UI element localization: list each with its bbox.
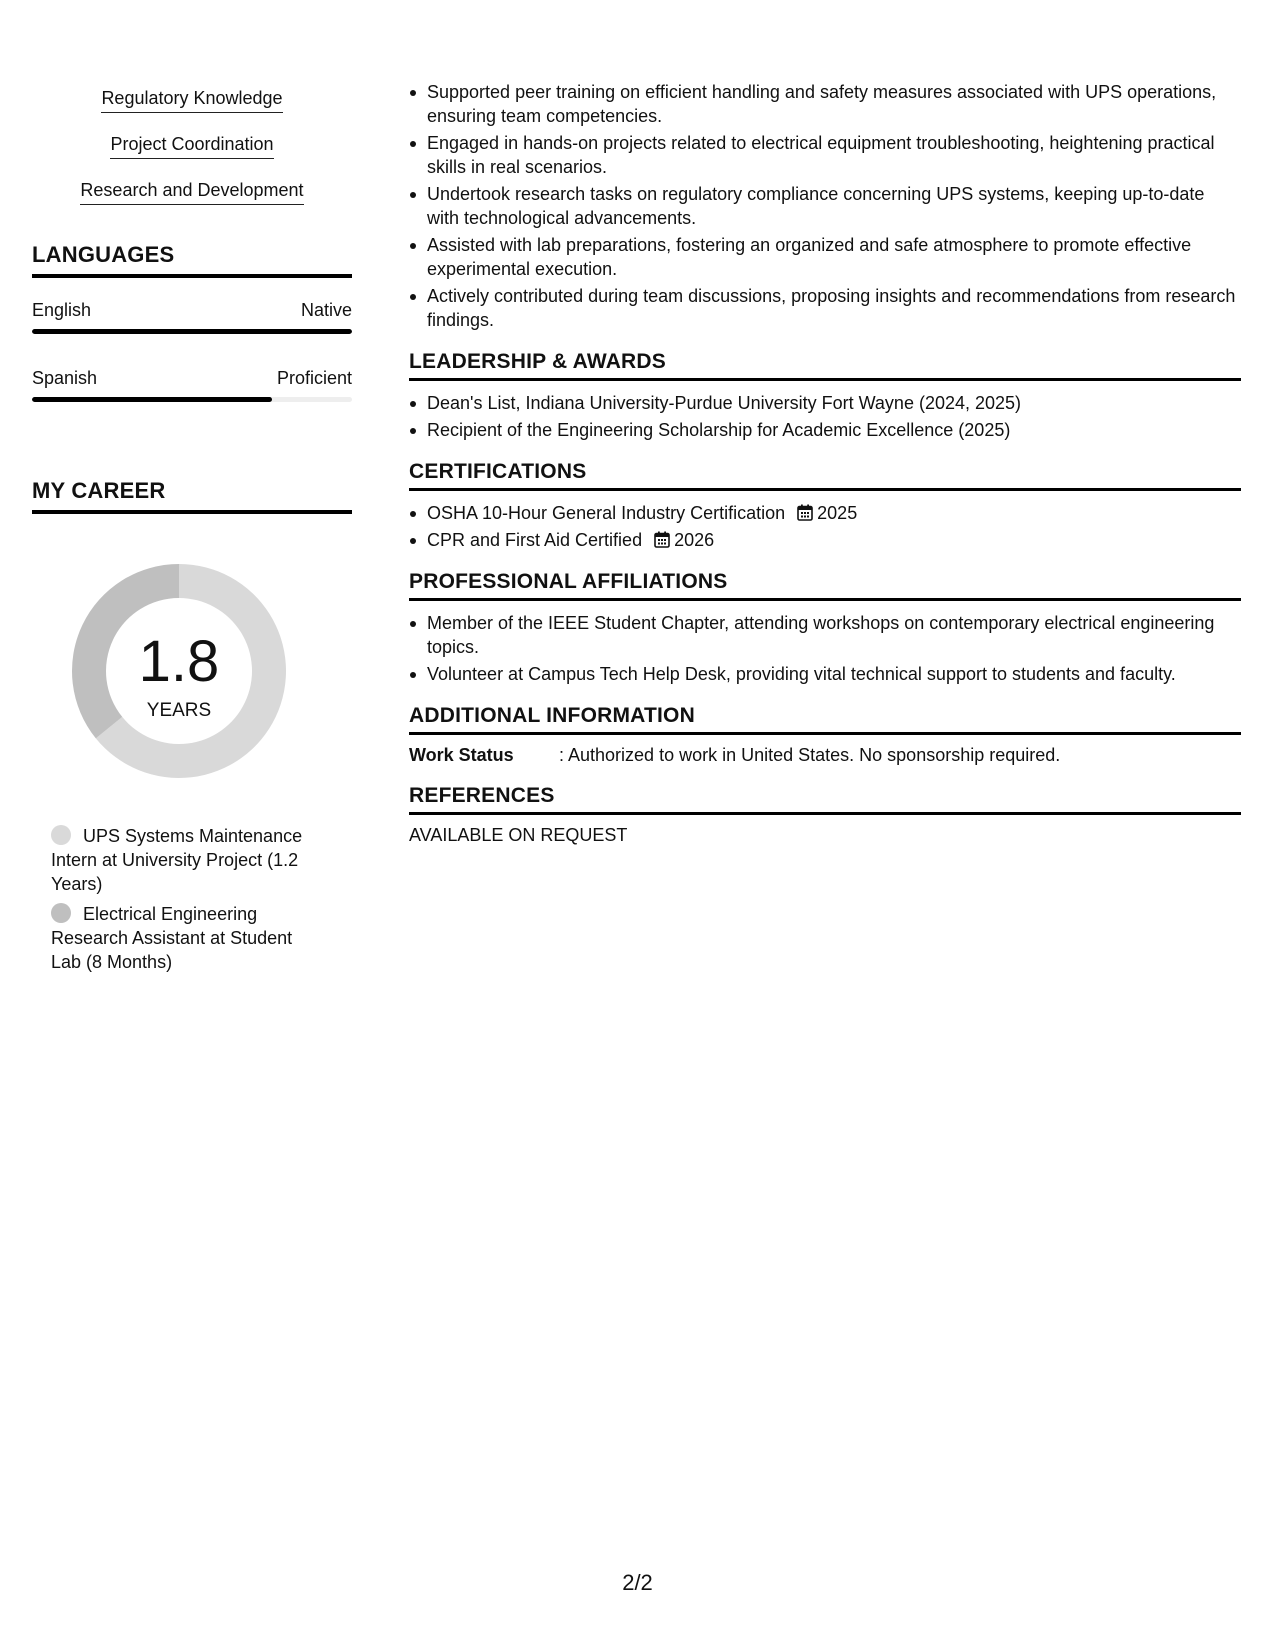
references-section bbox=[409, 784, 1241, 846]
calendar-icon bbox=[797, 504, 813, 521]
language-proficiency-fill bbox=[32, 329, 352, 334]
career-legend-item bbox=[51, 824, 321, 896]
skill-item: Project Coordination bbox=[110, 134, 273, 159]
language-item bbox=[32, 368, 352, 402]
career-heading: MY CAREER bbox=[32, 478, 352, 514]
certification-item bbox=[409, 501, 1241, 525]
language-level: Native bbox=[300, 300, 352, 320]
certification-name: CPR and First Aid Certified bbox=[427, 530, 643, 550]
leadership-heading: LEADERSHIP & AWARDS bbox=[409, 350, 1241, 381]
experience-bullet: Supported peer training on efficient handling and safety measures associated with UPS operations, ensuring team competencies. bbox=[409, 80, 1241, 128]
certification-item bbox=[409, 528, 1241, 552]
career-total-unit: YEARS bbox=[146, 700, 212, 721]
left-column bbox=[32, 80, 352, 980]
experience-bullets bbox=[409, 80, 1241, 332]
career-legend-item bbox=[51, 902, 321, 974]
affiliation-item: Member of the IEEE Student Chapter, attending workshops on contemporary electrical engineering topics. bbox=[409, 611, 1241, 659]
certification-year: 2026 bbox=[674, 530, 715, 550]
legend-dot-icon bbox=[51, 903, 71, 923]
leadership-item: Dean's List, Indiana University-Purdue University Fort Wayne (2024, 2025) bbox=[409, 391, 1241, 415]
languages-heading: LANGUAGES bbox=[32, 242, 352, 278]
career-total-value: 1.8 bbox=[138, 629, 220, 694]
language-name: Spanish bbox=[32, 368, 98, 388]
work-status-value: : Authorized to work in United States. No sponsorship required. bbox=[559, 745, 1061, 765]
language-proficiency-bar bbox=[32, 397, 352, 402]
legend-dot-icon bbox=[51, 825, 71, 845]
work-status-row bbox=[409, 745, 1241, 766]
leadership-section bbox=[409, 350, 1241, 442]
leadership-item: Recipient of the Engineering Scholarship for Academic Excellence (2025) bbox=[409, 418, 1241, 442]
work-status-label: Work Status bbox=[409, 745, 514, 765]
certification-year: 2025 bbox=[817, 503, 858, 523]
additional-info-heading: ADDITIONAL INFORMATION bbox=[409, 704, 1241, 735]
skill-item: Research and Development bbox=[80, 180, 303, 205]
page-number: 2/2 bbox=[622, 1570, 653, 1595]
certification-name: OSHA 10-Hour General Industry Certification bbox=[427, 503, 786, 523]
experience-bullet: Assisted with lab preparations, fostering an organized and safe atmosphere to promote effective experimental execution. bbox=[409, 233, 1241, 281]
experience-bullet: Actively contributed during team discussions, proposing insights and recommendations from research findings. bbox=[409, 284, 1241, 332]
affiliation-item: Volunteer at Campus Tech Help Desk, providing vital technical support to students and faculty. bbox=[409, 662, 1241, 686]
career-donut-chart bbox=[64, 556, 294, 786]
experience-bullet: Engaged in hands-on projects related to electrical equipment troubleshooting, heightening practical skills in real scenarios. bbox=[409, 131, 1241, 179]
certifications-heading: CERTIFICATIONS bbox=[409, 460, 1241, 491]
skills-list bbox=[32, 80, 352, 218]
career-legend bbox=[51, 824, 321, 974]
affiliations-section bbox=[409, 570, 1241, 686]
affiliations-heading: PROFESSIONAL AFFILIATIONS bbox=[409, 570, 1241, 601]
language-level: Proficient bbox=[276, 368, 352, 388]
language-proficiency-fill bbox=[32, 397, 272, 402]
references-text: AVAILABLE ON REQUEST bbox=[409, 825, 628, 845]
right-column bbox=[409, 80, 1241, 846]
language-name: English bbox=[32, 300, 92, 320]
career-role-label: UPS Systems Maintenance Intern at University Project (1.2 Years) bbox=[51, 826, 303, 894]
additional-info-section bbox=[409, 704, 1241, 766]
career-role-label: Electrical Engineering Research Assistant at Student Lab (8 Months) bbox=[51, 904, 293, 972]
skill-item: Regulatory Knowledge bbox=[101, 88, 282, 113]
certifications-section bbox=[409, 460, 1241, 552]
language-proficiency-bar bbox=[32, 329, 352, 334]
experience-bullet: Undertook research tasks on regulatory compliance concerning UPS systems, keeping up-to-date with technological advancements. bbox=[409, 182, 1241, 230]
references-heading: REFERENCES bbox=[409, 784, 1241, 815]
language-item bbox=[32, 300, 352, 334]
calendar-icon bbox=[654, 531, 670, 548]
